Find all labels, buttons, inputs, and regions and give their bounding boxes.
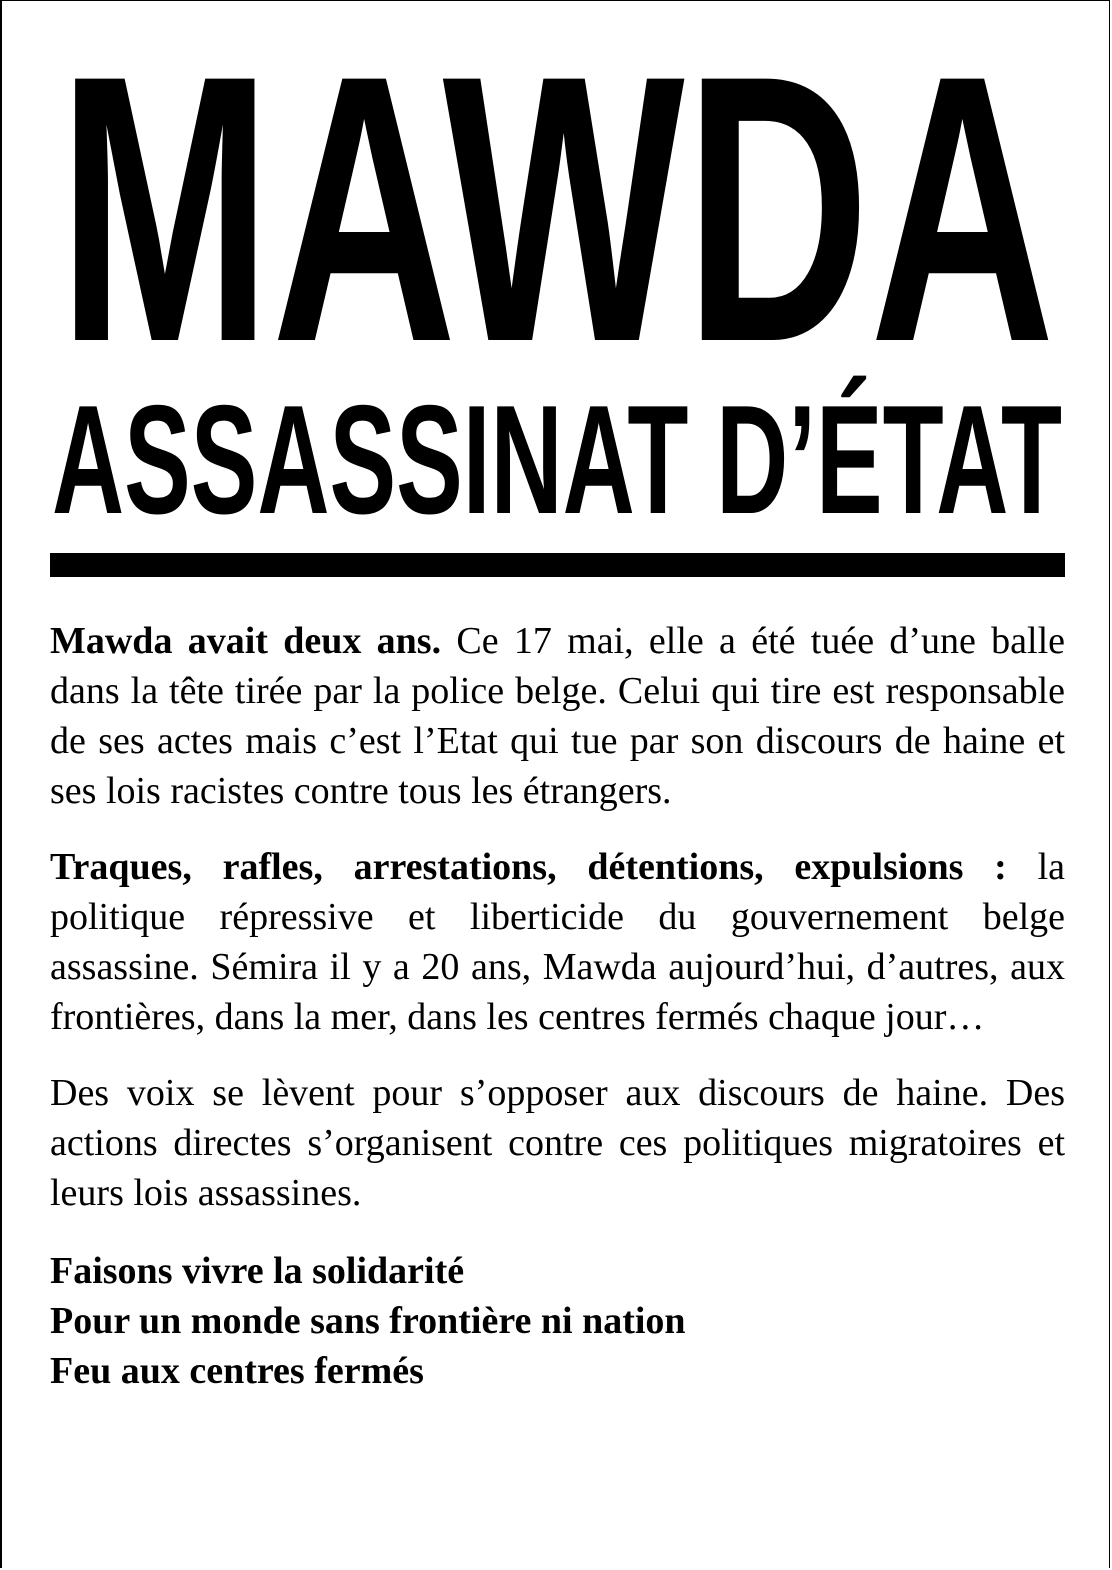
headline xyxy=(0,0,1112,560)
slogan-detention-centers: Feu aux centres fermés xyxy=(50,1350,424,1392)
paragraph-1-text: Ce 17 mai, elle a été tuée d’une balle dans la tête tirée par la police belge. Celui qui tire est responsable de ses actes mais c’est l’Etat qui tue par son discours de haine et ses lois racistes contre tous les étrangers. xyxy=(50,620,1065,812)
paragraph-1 xyxy=(50,616,1065,816)
paragraph-3 xyxy=(50,1068,1065,1218)
paragraph-1-lead: Mawda avait deux ans. xyxy=(50,620,442,662)
slogans xyxy=(50,1246,1065,1396)
headline-title: MAWDA xyxy=(58,0,1055,421)
paragraph-2-lead: Traques, rafles, arrestations, détentions, expulsions : xyxy=(50,846,1007,888)
article-body xyxy=(50,616,1065,1396)
divider-rule xyxy=(50,553,1065,577)
headline-subtitle: ASSASSINAT D’ÉTAT xyxy=(52,373,1062,546)
slogan-solidarity: Faisons vivre la solidarité xyxy=(50,1250,465,1292)
slogan-no-borders: Pour un monde sans frontière ni nation xyxy=(50,1300,686,1342)
paragraph-2 xyxy=(50,842,1065,1042)
paragraph-2-text: la politique répressive et liberticide du gouvernement belge assassine. Sémira il y a 20 ans, Mawda aujourd’hui, d’autres, aux frontières, dans la mer, dans les centres fermés chaque jour… xyxy=(50,846,1065,1038)
paragraph-3-text: Des voix se lèvent pour s’opposer aux discours de haine. Des actions directes s’organisent contre ces politiques migratoires et leurs lois assassines. xyxy=(50,1072,1065,1214)
